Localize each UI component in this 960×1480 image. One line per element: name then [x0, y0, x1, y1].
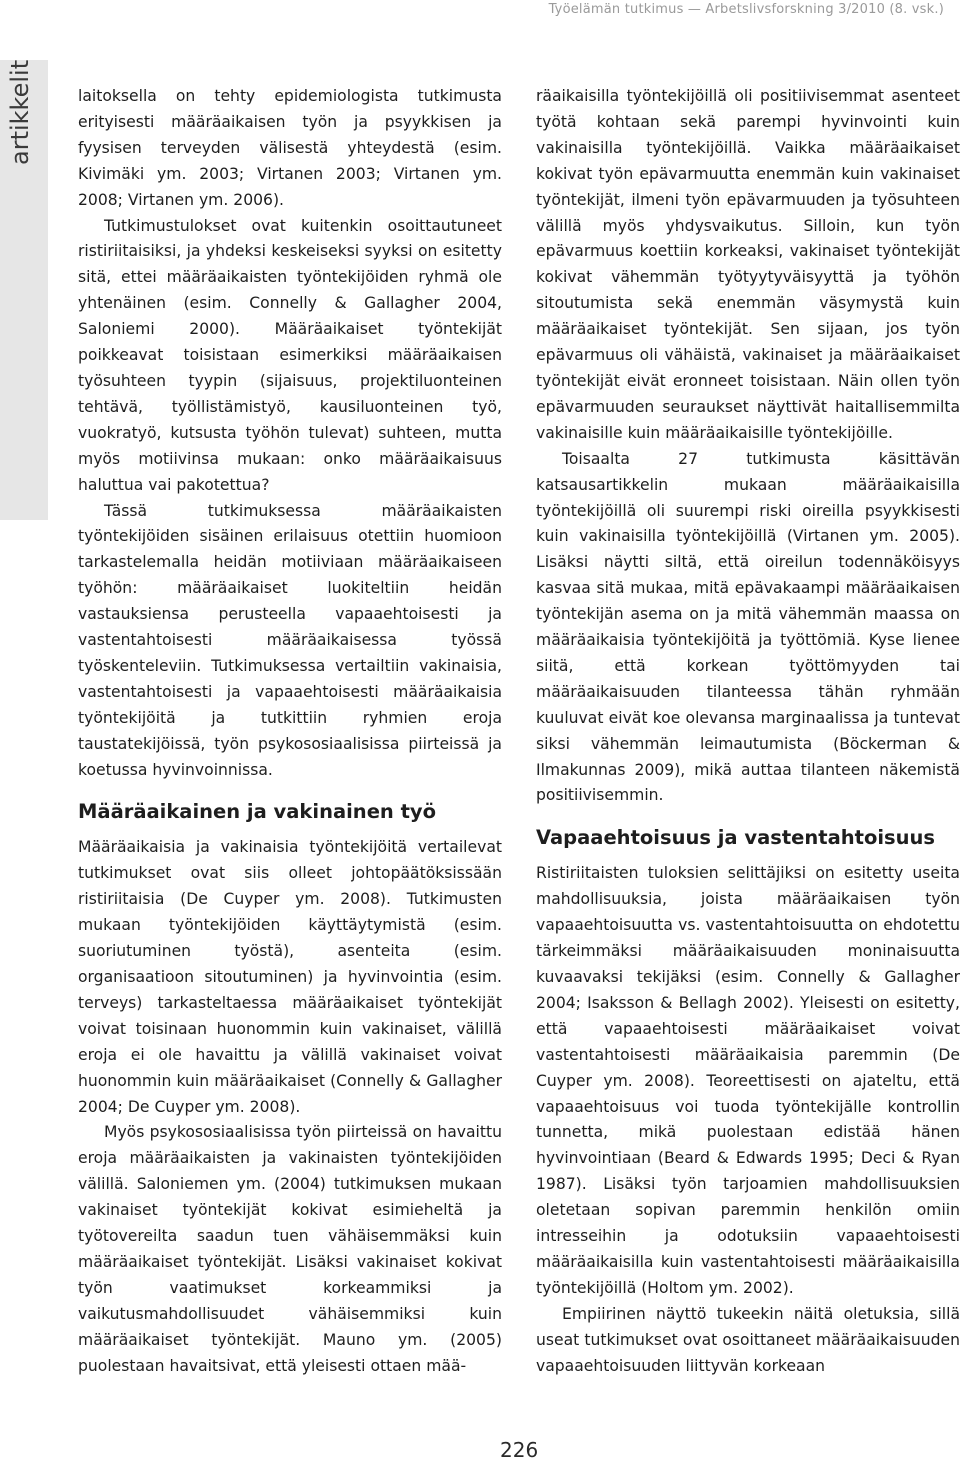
paragraph: Tutkimustulokset ovat kuitenkin osoittautuneet ristiriitaisiksi, ja yhdeksi keskeiseksi syyksi on esitetty sitä, ettei määräaikaisten työntekijöiden ryhmä ole yhtenäinen (esim. Connelly & Gallagher 2004, Saloniemi 2000). Määräaikaiset työntekijät poikkeavat toisistaan esimerkiksi määräaikaisen työsuhteen tyypin (sijaisuus, projektiluonteinen tehtävä, työllistämistyö, kausiluonteinen työ, vuokratyö, kutsusta työhön tulevat) suhteen, mutta myös motiivinsa mukaan: onko määräaikaisuus haluttua vai pakotettua? — [78, 216, 502, 494]
paragraph: Tässä tutkimuksessa määräaikaisten työntekijöiden sisäinen erilaisuus otettiin huomioon tarkastelemalla heidän motiiviaan määräaikaiseen työhön: määräaikaiset luokiteltiin heidän vastauksiensa perusteella vapaaehtoisesti ja vastentahtoisesti määräaikaisessa työssä työskenteleviin. Tutkimuksessa vertailtiin vakinaisia, vastentahtoisesti ja vapaaehtoisesti määräaikaisia työntekijöitä ja tutkittiin ryhmien eroja taustatekijöissä, työn psykososiaalisissa piirteissä ja koetussa hyvinvoinnissa. — [78, 501, 502, 779]
section-heading: Vapaaehtoisuus ja vastentahtoisuus — [536, 826, 936, 850]
paragraph: Ristiriitaisten tuloksien selittäjiksi on esitetty useita mahdollisuuksia, joista määräaikaisen työn vapaaehtoisuutta vs. vastentahtoisuutta on ehdotettu tärkeimmäksi määräaikaisuuden moninaisuutta kuvaavaksi tekijäksi (esim. Connelly & Gallagher 2004; Isaksson & Bellagh 2002). Yleisesti on esitetty, että vapaaehtoisesti määräaikaiset voivat vastentahtoisesti määräaikaisia paremmin (De Cuyper ym. 2008). Teoreettisesti on ajateltu, että vapaaehtoisuus voi tuoda työntekijälle kontrollin tunnetta, mikä puolestaan edistää hänen hyvinvointiaan (Beard & Edwards 1995; Deci & Ryan 1987). Lisäksi työn tarjoamien mahdollisuuksien oletetaan sopivan paremmin henkilön omiin intresseihin ja odotuksiin vapaaehtoisesti määräaikaisilla kuin vastentahtoisesti määräaikaisilla työntekijöillä (Holtom ym. 2002). — [536, 864, 960, 1297]
paragraph: räaikaisilla työntekijöillä oli positiivisemmat asenteet työtä kohtaan sekä parempi hyvinvointi kuin vakinaisilla työntekijöillä. Vaikka määräaikaiset kokivat työn epävarmuutta enemmän kuin vakinaiset työntekijät, ilmeni työn epävarmuuden ja työsuhteen välillä myös yhdysvaikutus. Silloin, kun työn epävarmuus koettiin korkeaksi, vakinaiset työntekijät kokivat vähemmän työtyytyväisyyttä ja työhön sitoutumista sekä enemmän väsymystä kuin määräaikaiset työntekijät. Sen sijaan, jos työn epävarmuus oli vähäistä, vakinaiset ja määräaikaiset työntekijät eivät eronneet toisistaan. Näin ollen työn epävarmuuden seuraukset näyttivät haitallisemmilta vakinaisille kuin määräaikaisille työntekijöille. — [536, 87, 960, 442]
section-tab-label: artikkelit — [6, 60, 34, 166]
paragraph: Myös psykososiaalisissa työn piirteissä on havaittu eroja määräaikaisten ja vakinaisten työntekijöiden välillä. Saloniemen ym. (2004) tutkimuksen mukaan vakinaiset työntekijät kokivat esimieheltä ja työtovereilta saadun tuen vähäisemmäksi kuin määräaikaiset työntekijät. Lisäksi vakinaiset kokivat työn vaatimukset korkeammiksi ja vaikutusmahdollisuudet vähäisemmiksi kuin määräaikaiset työntekijät. Mauno ym. (2005) puolestaan havaitsivat, että yleisesti ottaen mää- — [78, 1123, 502, 1375]
paragraph: Määräaikaisia ja vakinaisia työntekijöitä vertailevat tutkimukset ovat siis olleet johtopäätöksissään ristiriitaisia (De Cuyper ym. 2008). Tutkimusten mukaan työntekijöiden käyttäytymistä (esim. suoriutuminen työstä), asenteita (esim. organisaatioon sitoutuminen) ja hyvinvointia (esim. terveys) tarkasteltaessa määräaikaiset työntekijät voivat toisinaan huonommin kuin vakinaiset, välillä eroja ei ole havaittu ja välillä vakinaiset voivat huonommin kuin määräaikaiset (Connelly & Gallagher 2004; De Cuyper ym. 2008). — [78, 838, 502, 1116]
paragraph: Toisaalta 27 tutkimusta käsittävän katsausartikkelin mukaan määräaikaisilla työntekijöillä oli suurempi riski oireilla psyykkisesti kuin vakinaisilla työntekijöillä (Virtanen ym. 2005). Lisäksi näytti siltä, että oireilun todennäköisyys kasvaa sitä mukaa, mitä epävakaampi määräaikaisen työntekijän asema on ja mitä vähemmän maassa on määräaikaisia työntekijöitä ja työttömiä. Kyse lienee siitä, että korkean työttömyyden tai määräaikaisuuden tilanteessa tähän ryhmään kuuluvat eivät koe olevansa marginaalissa ja tuntevat siksi vähemmän leimautumista (Böckerman & Ilmakunnas 2009), mikä auttaa tilanteen näkemistä positiivisemmin. — [536, 449, 960, 805]
paragraph: laitoksella on tehty epidemiologista tutkimusta erityisesti määräaikaisen työn ja psyykkisen ja fyysisen terveyden välisestä yhteydestä (esim. Kivimäki ym. 2003; Virtanen 2003; Virtanen ym. 2008; Virtanen ym. 2006). — [78, 87, 502, 209]
right-column — [536, 84, 960, 1380]
left-column — [78, 84, 502, 1380]
section-heading: Määräaikainen ja vakinainen työ — [78, 800, 437, 824]
paragraph: Empiirinen näyttö tukeekin näitä oletuksia, sillä useat tutkimukset ovat osoittaneet määräaikaisuuden vapaaehtoisuuden liittyvän korkeaan — [536, 1304, 960, 1375]
page-number: 226 — [500, 1438, 539, 1462]
running-head: Työelämän tutkimus — Arbetslivsforskning 3/2010 (8. vsk.) — [548, 2, 944, 17]
